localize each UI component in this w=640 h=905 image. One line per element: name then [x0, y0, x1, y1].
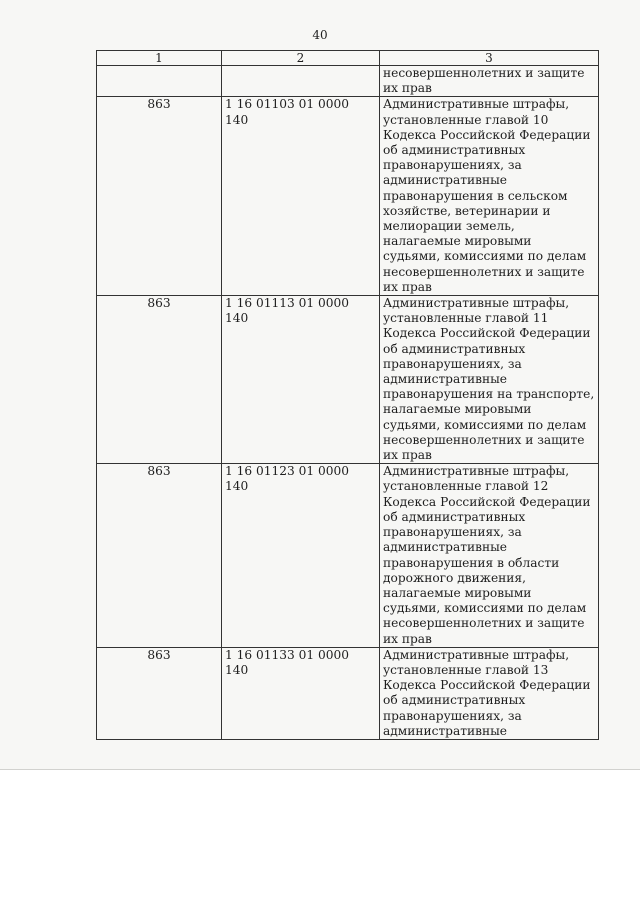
description-line: об административных: [383, 693, 526, 708]
table-body: [97, 66, 599, 740]
table-row: [97, 647, 599, 739]
budget-classification-code-cell: 1 16 01103 01 0000 140: [222, 97, 380, 296]
description-line: административные: [383, 723, 508, 738]
description-line: их прав: [383, 448, 432, 463]
admin-code-cell: 863: [97, 97, 222, 296]
description-line: установленные главой 12: [383, 479, 549, 494]
description-line: их прав: [383, 279, 432, 294]
page-number: 40: [312, 28, 328, 42]
admin-code-cell: 863: [97, 647, 222, 739]
description-line: Кодекса Российской Федерации: [383, 326, 591, 341]
admin-code-cell: [97, 66, 222, 97]
description-line: административные: [383, 173, 508, 188]
table-row: [97, 66, 599, 97]
description-line: правонарушения в сельском: [383, 188, 568, 203]
description-line: Кодекса Российской Федерации: [383, 678, 591, 693]
budget-classification-code-cell: [222, 66, 380, 97]
revenue-description-cell: [380, 647, 599, 739]
description-line: несовершеннолетних и защите: [383, 616, 585, 631]
revenue-description-cell: [380, 296, 599, 464]
description-line: судьями, комиссиями по делам: [383, 601, 587, 616]
description-line: судьями, комиссиями по делам: [383, 249, 587, 264]
description-line: несовершеннолетних и защите: [383, 432, 585, 447]
description-line: дорожного движения,: [383, 570, 526, 585]
budget-classification-code-cell: 1 16 01113 01 0000 140: [222, 296, 380, 464]
description-line: мелиорации земель,: [383, 219, 515, 234]
budget-codes-table: [96, 50, 599, 740]
budget-classification-code-cell: 1 16 01133 01 0000 140: [222, 647, 380, 739]
revenue-description-cell: [380, 66, 599, 97]
description-line: установленные главой 13: [383, 662, 549, 677]
column-header-3: 3: [380, 51, 599, 66]
description-line: Кодекса Российской Федерации: [383, 127, 591, 142]
description-line: хозяйстве, ветеринарии и: [383, 203, 551, 218]
description-line: их прав: [383, 81, 432, 96]
admin-code-cell: 863: [97, 296, 222, 464]
admin-code-cell: 863: [97, 464, 222, 647]
description-line: правонарушениях, за: [383, 708, 522, 723]
description-line: судьями, комиссиями по делам: [383, 417, 587, 432]
description-line: правонарушениях, за: [383, 356, 522, 371]
description-line: об административных: [383, 509, 526, 524]
description-line: несовершеннолетних и защите: [383, 264, 585, 279]
description-line: несовершеннолетних и защите: [383, 66, 585, 80]
description-line: их прав: [383, 631, 432, 646]
description-line: установленные главой 10: [383, 112, 549, 127]
header-row: [97, 51, 599, 66]
description-line: об административных: [383, 341, 526, 356]
description-line: правонарушения на транспорте,: [383, 387, 595, 402]
description-line: Административные штрафы,: [383, 97, 570, 112]
budget-classification-code-cell: 1 16 01123 01 0000 140: [222, 464, 380, 647]
table-row: [97, 296, 599, 464]
description-line: Административные штрафы,: [383, 296, 570, 311]
table-row: [97, 97, 599, 296]
description-line: Административные штрафы,: [383, 647, 570, 662]
column-header-2: 2: [222, 51, 380, 66]
description-line: правонарушениях, за: [383, 525, 522, 540]
revenue-description-cell: [380, 464, 599, 647]
column-header-1: 1: [97, 51, 222, 66]
description-line: Кодекса Российской Федерации: [383, 494, 591, 509]
description-line: правонарушения в области: [383, 555, 560, 570]
description-line: налагаемые мировыми: [383, 402, 532, 417]
revenue-description-cell: [380, 97, 599, 296]
description-line: административные: [383, 540, 508, 555]
description-line: установленные главой 11: [383, 311, 549, 326]
description-line: правонарушениях, за: [383, 158, 522, 173]
table-row: [97, 464, 599, 647]
description-line: налагаемые мировыми: [383, 234, 532, 249]
description-line: Административные штрафы,: [383, 464, 570, 479]
description-line: об административных: [383, 143, 526, 158]
description-line: административные: [383, 372, 508, 387]
description-line: налагаемые мировыми: [383, 585, 532, 600]
